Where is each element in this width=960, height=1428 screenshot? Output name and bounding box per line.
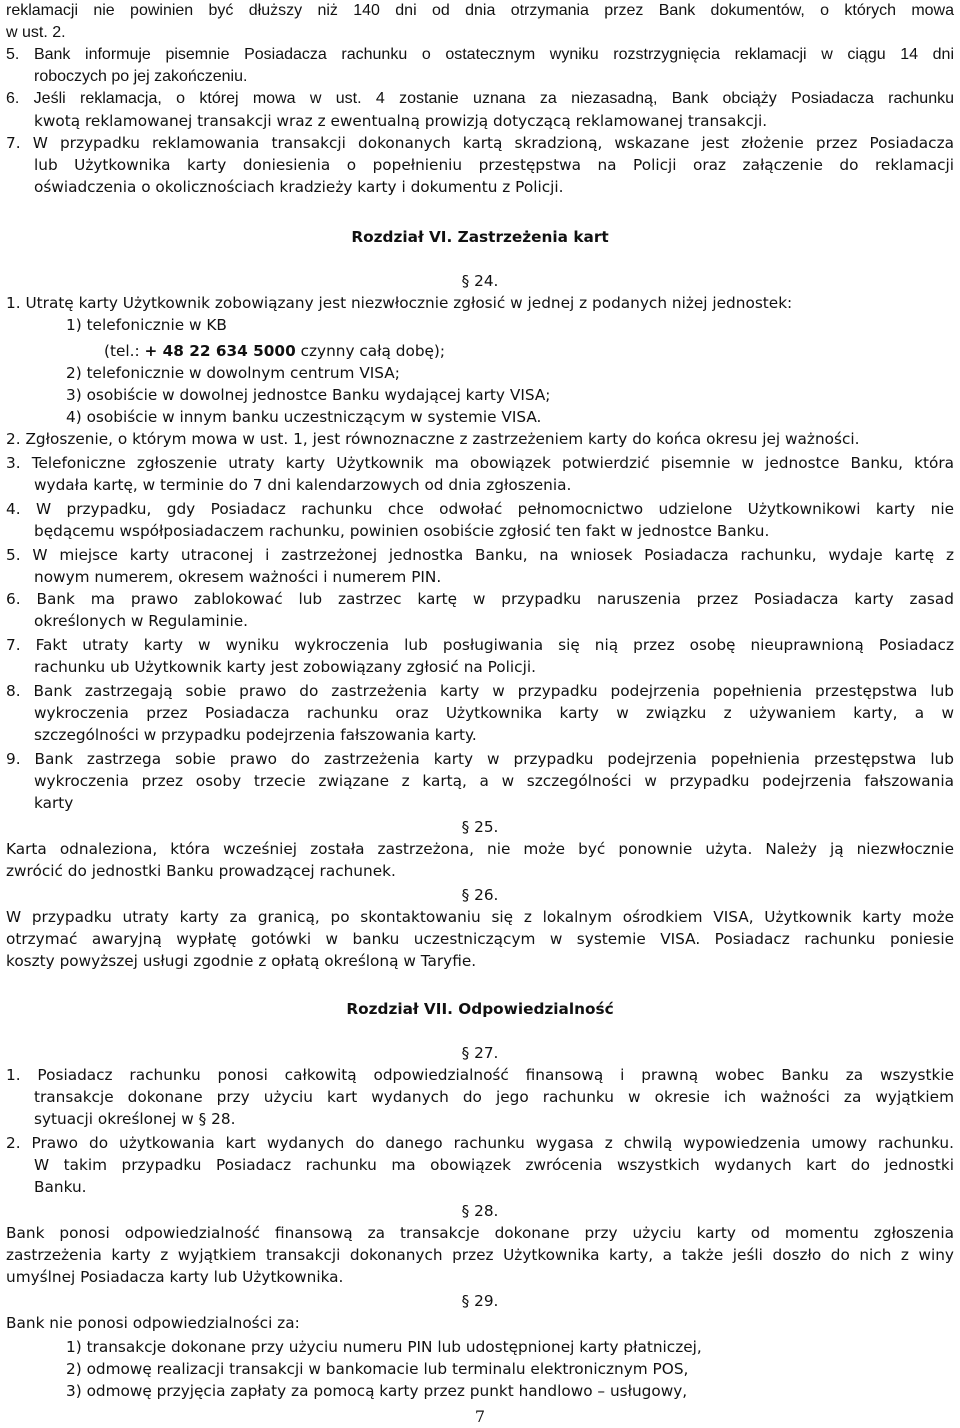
text-line: 5. W miejsce karty utraconej i zastrzeżonej jednostka Banku, na wniosek Posiadacza rachunku, wydaje kartę z xyxy=(6,546,954,564)
list-item: 3) osobiście w dowolnej jednostce Banku wydającej karty VISA; xyxy=(66,386,551,404)
text-line: 7. W przypadku reklamowania transakcji dokonanych kartą skradzioną, wskazane jest złożenie przez Posiadacza xyxy=(6,134,954,152)
text-line: sytuacji określonej w § 28. xyxy=(34,1110,236,1128)
text-line: zastrzeżenia karty z wyjątkiem transakcji dokonanych przez Użytkownika karty, a także jeśli doszło do nich z winy xyxy=(6,1246,954,1264)
section-marker: § 26. xyxy=(461,886,499,904)
section-marker: § 28. xyxy=(461,1202,499,1220)
text-line: Karta odnaleziona, która wcześniej została zastrzeżona, nie może być ponownie użyta. Należy ją niezwłocznie xyxy=(6,840,954,858)
phone-prefix: (tel.: xyxy=(104,342,145,360)
phone-suffix: czynny całą dobę); xyxy=(295,342,446,360)
text-line: Bank nie ponosi odpowiedzialności za: xyxy=(6,1314,300,1332)
phone-line xyxy=(104,340,954,362)
text-line: 9. Bank zastrzega sobie prawo do zastrzeżenia karty w przypadku podejrzenia popełnienia przestępstwa lub xyxy=(6,750,954,768)
text-line: zwrócić do jednostki Banku prowadzącej rachunek. xyxy=(6,862,396,880)
text-line: 7. Fakt utraty karty w wyniku wykroczenia lub posługiwania się nią przez osobę nieuprawnioną Posiadacz xyxy=(6,636,954,654)
chapter-heading: Rozdział VII. Odpowiedzialność xyxy=(346,1000,614,1018)
list-item: 2) odmowę realizacji transakcji w bankomacie lub terminalu elektronicznym POS, xyxy=(66,1360,689,1378)
text-line: W przypadku utraty karty za granicą, po skontaktowaniu się z lokalnym ośrodkiem VISA, Użytkownik karty może xyxy=(6,908,954,926)
text-line: rachunku ub Użytkownik karty jest zobowiązany zgłosić na Policji. xyxy=(34,658,536,676)
section-marker: § 24. xyxy=(461,272,499,290)
text-line: wykroczenia przez Posiadacza rachunku oraz Użytkownika karty w związku z używaniem karty, a w xyxy=(34,704,954,722)
text-line: 1. Posiadacz rachunku ponosi całkowitą odpowiedzialność finansową i prawną wobec Banku za wszystkie xyxy=(6,1066,954,1084)
text-line: 1. Utratę karty Użytkownik zobowiązany jest niezwłocznie zgłosić w jednej z podanych niżej jednostek: xyxy=(6,294,793,312)
text-line: w ust. 2. xyxy=(6,24,66,41)
list-item: 1) transakcje dokonane przy użyciu numeru PIN lub udostępnionej karty płatniczej, xyxy=(66,1338,702,1356)
page-number: 7 xyxy=(474,1407,486,1426)
section-marker: § 27. xyxy=(461,1044,499,1062)
text-line: szczególności w przypadku podejrzenia fałszowania karty. xyxy=(34,726,477,744)
text-line: reklamacji nie powinien być dłuższy niż 140 dni od dnia otrzymania przez Bank dokumentów, o których mowa xyxy=(6,2,954,19)
text-line: lub Użytkownika karty doniesienia o popełnieniu przestępstwa na Policji oraz załączenie do reklamacji xyxy=(34,156,954,174)
text-line: 6. Bank ma prawo zablokować lub zastrzec kartę w przypadku naruszenia przez Posiadacza karty zasad xyxy=(6,590,954,608)
list-item: 2) telefonicznie w dowolnym centrum VISA; xyxy=(66,364,400,382)
list-item: 4) osobiście w innym banku uczestniczącym w systemie VISA. xyxy=(66,408,542,426)
text-line: 2. Zgłoszenie, o którym mowa w ust. 1, jest równoznaczne z zastrzeżeniem karty do końca okresu jej ważności. xyxy=(6,430,860,448)
text-line: wydała kartę, w terminie do 7 dni kalendarzowych od dnia zgłoszenia. xyxy=(34,476,572,494)
text-line: 3. Telefoniczne zgłoszenie utraty karty Użytkownik ma obowiązek potwierdzić pisemnie w jednostce Banku, która xyxy=(6,454,954,472)
phone-number: + 48 22 634 5000 xyxy=(144,342,296,360)
text-line: otrzymać awaryjną wypłatę gotówki w banku uczestniczącym w systemie VISA. Posiadacz rachunku poniesie xyxy=(6,930,954,948)
section-marker: § 25. xyxy=(461,818,499,836)
text-line: umyślnej Posiadacza karty lub Użytkownika. xyxy=(6,1268,344,1286)
text-line: roboczych po jej zakończeniu. xyxy=(34,68,248,85)
text-line: koszty powyższej usługi zgodnie z opłatą określoną w Taryfie. xyxy=(6,952,477,970)
list-item: 1) telefonicznie w KB xyxy=(66,316,227,334)
text-line: 4. W przypadku, gdy Posiadacz rachunku chce odwołać pełnomocnictwo udzielone Użytkownikowi karty nie xyxy=(6,500,954,518)
text-line: będącemu współposiadaczem rachunku, powinien osobiście zgłosić ten fakt w jednostce Banku. xyxy=(34,522,770,540)
text-line: nowym numerem, okresem ważności i numerem PIN. xyxy=(34,568,442,586)
section-marker: § 29. xyxy=(461,1292,499,1310)
text-line: 6. Jeśli reklamacja, o której mowa w ust. 4 zostanie uznana za niezasadną, Bank obciąży Posiadacza rachunku xyxy=(6,90,954,107)
text-line: Bank ponosi odpowiedzialność finansową za transakcje dokonane przy użyciu karty od momentu zgłoszenia xyxy=(6,1224,954,1242)
text-line: kwotą reklamowanej transakcji wraz z ewentualną prowizją dotyczącą reklamowanej transakcji. xyxy=(34,112,768,130)
text-line: Banku. xyxy=(34,1178,87,1196)
text-line: oświadczenia o okolicznościach kradzieży karty i dokumentu z Policji. xyxy=(34,178,564,196)
text-line: W takim przypadku Posiadacz rachunku ma obowiązek zwrócenia wszystkich wydanych kart do jednostki xyxy=(34,1156,954,1174)
text-line: 5. Bank informuje pisemnie Posiadacza rachunku o ostatecznym wyniku rozstrzygnięcia reklamacji w ciągu 14 dni xyxy=(6,46,954,63)
text-line: 2. Prawo do użytkowania kart wydanych do danego rachunku wygasa z chwilą wypowiedzenia umowy rachunku. xyxy=(6,1134,954,1152)
list-item: 3) odmowę przyjęcia zapłaty za pomocą karty przez punkt handlowo – usługowy, xyxy=(66,1382,688,1400)
text-line: wykroczenia przez osoby trzecie związane z kartą, a w szczególności w przypadku podejrzenia fałszowania xyxy=(34,772,954,790)
text-line: 8. Bank zastrzegają sobie prawo do zastrzeżenia karty w przypadku podejrzenia popełnienia przestępstwa lub xyxy=(6,682,954,700)
chapter-heading: Rozdział VI. Zastrzeżenia kart xyxy=(351,228,609,246)
text-line: karty xyxy=(34,794,74,812)
text-line: określonych w Regulaminie. xyxy=(34,612,248,630)
text-line: transakcje dokonane przy użyciu kart wydanych do jego rachunku w okresie ich ważności za wyjątkiem xyxy=(34,1088,954,1106)
